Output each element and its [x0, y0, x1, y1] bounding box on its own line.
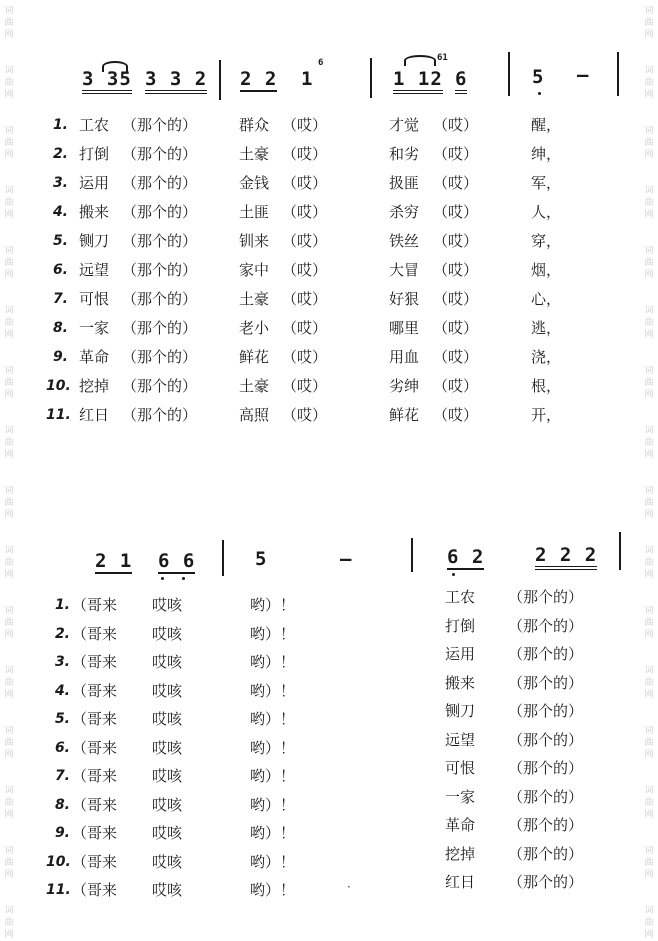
lyric-text: 绅，: [531, 145, 562, 163]
watermark-char: 网: [644, 570, 654, 580]
watermark-char: 曲: [4, 258, 14, 268]
lyric-text: 革命: [79, 348, 110, 366]
lyric-text: （那个的）: [508, 616, 584, 635]
watermark-char: 词: [644, 906, 654, 916]
watermark-right: [642, 0, 656, 938]
lyric-text: （那个的）: [508, 588, 584, 606]
note-group: 6 2: [447, 546, 485, 568]
verse-number: 10.: [46, 378, 71, 394]
watermark-char: 词: [4, 426, 14, 436]
verse-number: 9.: [52, 349, 68, 365]
watermark-char: 词: [4, 546, 14, 556]
watermark-char: 网: [644, 390, 654, 400]
lyric-text: （哎）: [282, 261, 328, 279]
watermark-char: 词: [4, 126, 14, 136]
lyric-text: 一家: [79, 319, 110, 337]
lyric-text: 穿，: [531, 232, 562, 250]
lyric-text: 军，: [531, 174, 562, 192]
lyric-text: （哥来: [72, 738, 118, 757]
lyric-text: 革命: [445, 816, 476, 834]
watermark-char: 词: [644, 306, 654, 316]
watermark-char: 词: [4, 486, 14, 496]
lyric-text: 劣绅: [389, 377, 420, 395]
note-group: 3 35: [82, 68, 132, 94]
low-octave-dot: [538, 92, 541, 95]
lyric-text: 可恨: [445, 759, 476, 777]
watermark-char: 曲: [4, 78, 14, 88]
lyric-text: （那个的）: [122, 174, 198, 192]
verse-number: 6.: [52, 262, 68, 278]
watermark-char: 词: [4, 606, 14, 616]
watermark-char: 词: [4, 66, 14, 76]
watermark-char: 词: [644, 546, 654, 556]
bar-line: [411, 538, 413, 572]
lyric-text: （哎）: [282, 174, 328, 192]
lyric-text: （那个的）: [508, 787, 584, 806]
lyric-text: （那个的）: [122, 290, 198, 308]
lyric-text: 搬来: [79, 203, 110, 221]
watermark-char: 网: [4, 750, 14, 760]
watermark-char: 曲: [644, 318, 654, 328]
watermark-char: 曲: [644, 918, 654, 928]
lyric-text: （哎）: [433, 406, 479, 424]
watermark-char: 词: [644, 6, 654, 16]
watermark-char: 曲: [4, 678, 14, 688]
lyric-text: （哎）: [282, 406, 328, 424]
watermark-char: 网: [4, 570, 14, 580]
lyric-text: 和劣: [389, 145, 420, 163]
lyric-text: 哪里: [389, 319, 420, 337]
lyric-text: （哎）: [433, 319, 479, 337]
watermark-char: 词: [4, 666, 14, 676]
lyric-text: 杀穷: [389, 203, 420, 221]
lyric-text: （哥来: [72, 710, 118, 728]
lyric-text: 大冒: [389, 261, 420, 279]
lyric-text: （那个的）: [508, 730, 584, 749]
lyric-text: 挖掉: [79, 377, 110, 395]
watermark-char: 词: [644, 426, 654, 436]
lyric-text: 哟）！: [250, 710, 296, 728]
lyric-text: （哎）: [282, 203, 328, 221]
lyric-text: 家中: [239, 261, 270, 279]
lyric-text: 哎咳: [152, 738, 183, 757]
verse-number: 4.: [54, 682, 70, 699]
watermark-char: 网: [4, 30, 14, 40]
lyric-text: 哎咳: [152, 852, 183, 871]
note-group: 1: [301, 68, 314, 90]
lyric-text: （哥来: [72, 681, 118, 700]
watermark-char: 词: [4, 846, 14, 856]
verse-number: 8.: [52, 320, 68, 336]
lyric-text: （那个的）: [508, 759, 584, 777]
lyric-text: 哟）！: [250, 653, 296, 671]
lyric-text: 哎咳: [152, 681, 183, 700]
bar-line: [222, 540, 224, 576]
note-group: 6 6: [158, 550, 196, 572]
lyric-text: 哎咳: [152, 624, 183, 643]
watermark-left: [2, 0, 16, 938]
verse-number: 11.: [46, 882, 71, 898]
lyric-text: 哟）！: [250, 767, 296, 785]
lyric-text: 烟，: [531, 261, 562, 279]
lyric-text: 哟）！: [250, 681, 296, 700]
lyric-text: 工农: [445, 588, 476, 606]
lyric-text: （那个的）: [122, 232, 198, 250]
lyric-text: 哟）！: [250, 624, 296, 643]
watermark-char: 网: [644, 510, 654, 520]
lyric-text: 可恨: [79, 290, 110, 308]
verse-number: 9.: [54, 825, 70, 841]
slur-mark: [404, 55, 436, 66]
lyric-text: 开，: [531, 406, 562, 424]
grace-note: 6: [318, 58, 324, 68]
lyric-text: （那个的）: [122, 319, 198, 337]
lyric-text: （哎）: [433, 232, 479, 250]
watermark-char: 曲: [4, 618, 14, 628]
lyric-text: 哟）！: [250, 852, 296, 871]
watermark-char: 词: [644, 246, 654, 256]
lyric-text: 群众: [239, 116, 270, 134]
lyric-text: 哎咳: [152, 596, 183, 614]
watermark-char: 网: [4, 450, 14, 460]
lyric-text: （哎）: [433, 377, 479, 395]
lyric-text: 醒，: [531, 116, 562, 134]
watermark-char: 网: [4, 810, 14, 820]
lyric-text: 高照: [239, 406, 270, 424]
lyric-text: 根，: [531, 377, 562, 395]
lyric-text: 铁丝: [389, 232, 420, 250]
lyric-text: （哥来: [72, 596, 118, 614]
lyric-text: 哟）！: [250, 596, 296, 614]
watermark-char: 词: [4, 906, 14, 916]
lyric-text: （哎）: [433, 116, 479, 134]
lyric-text: （那个的）: [508, 873, 584, 891]
watermark-char: 网: [4, 150, 14, 160]
note-group: 2 2: [240, 68, 278, 90]
lyric-text: 哎咳: [152, 710, 183, 728]
verse-number: 5.: [52, 233, 68, 249]
watermark-char: 曲: [644, 258, 654, 268]
lyric-text: 铡刀: [445, 702, 476, 720]
lyric-text: 打倒: [445, 616, 476, 635]
watermark-char: 网: [644, 930, 654, 940]
watermark-char: 网: [644, 150, 654, 160]
lyric-text: 土豪: [239, 145, 270, 163]
watermark-char: 网: [644, 870, 654, 880]
watermark-char: 网: [4, 330, 14, 340]
verse-number: 8.: [54, 796, 70, 813]
lyric-text: 逃，: [531, 319, 562, 337]
lyric-text: 打倒: [79, 145, 110, 163]
lyric-text: 搬来: [445, 673, 476, 692]
watermark-char: 网: [4, 690, 14, 700]
lyric-text: （那个的）: [122, 406, 198, 424]
stray-mark: ·: [347, 880, 351, 894]
watermark-char: 词: [644, 186, 654, 196]
verse-number: 3.: [54, 654, 70, 670]
watermark-char: 曲: [644, 678, 654, 688]
lyric-text: （哎）: [433, 203, 479, 221]
lyric-text: （那个的）: [122, 377, 198, 395]
lyric-text: （哥来: [72, 653, 118, 671]
lyric-text: 挖掉: [445, 844, 476, 863]
lyric-text: 哎咳: [152, 881, 183, 899]
watermark-char: 网: [644, 330, 654, 340]
grace-note: 61: [437, 53, 448, 63]
watermark-char: 曲: [644, 798, 654, 808]
lyric-text: （哎）: [433, 290, 479, 308]
watermark-char: 曲: [644, 558, 654, 568]
watermark-char: 词: [4, 726, 14, 736]
watermark-char: 网: [644, 450, 654, 460]
watermark-char: 网: [4, 210, 14, 220]
watermark-char: 词: [644, 486, 654, 496]
lyric-text: 老小: [239, 319, 270, 337]
lyric-text: （哥来: [72, 624, 118, 643]
lyric-text: （那个的）: [508, 702, 584, 720]
watermark-char: 网: [4, 270, 14, 280]
watermark-char: 词: [644, 126, 654, 136]
lyric-text: 哟）！: [250, 824, 296, 842]
watermark-char: 词: [4, 366, 14, 376]
lyric-text: 运用: [79, 174, 110, 192]
lyric-text: （那个的）: [122, 261, 198, 279]
note-group: 3 3 2: [145, 68, 207, 94]
verse-number: 1.: [54, 597, 70, 613]
lyric-text: （哎）: [282, 116, 328, 134]
verse-number: 2.: [54, 625, 70, 642]
verse-number: 10.: [46, 853, 71, 870]
watermark-char: 词: [4, 306, 14, 316]
watermark-char: 曲: [4, 198, 14, 208]
watermark-char: 词: [4, 786, 14, 796]
bar-line: [619, 532, 621, 570]
dash-note: –: [577, 64, 590, 86]
lyric-text: 工农: [79, 116, 110, 134]
lyric-text: （那个的）: [122, 203, 198, 221]
lyric-text: 鲜花: [389, 406, 420, 424]
lyric-text: （哎）: [433, 348, 479, 366]
watermark-char: 曲: [4, 438, 14, 448]
verse-number: 6.: [54, 739, 70, 756]
lyric-text: （哥来: [72, 767, 118, 785]
watermark-char: 词: [644, 666, 654, 676]
watermark-char: 网: [644, 30, 654, 40]
lyric-text: 哟）！: [250, 881, 296, 899]
lyric-text: 用血: [389, 348, 420, 366]
lyric-text: 远望: [79, 261, 110, 279]
watermark-char: 网: [644, 630, 654, 640]
watermark-char: 曲: [644, 78, 654, 88]
verse-number: 4.: [52, 204, 68, 220]
note-group: 1 12: [393, 68, 443, 94]
verse-number: 11.: [46, 407, 71, 423]
lyric-text: 铡刀: [79, 232, 110, 250]
watermark-char: 网: [644, 810, 654, 820]
lyric-text: 哎咳: [152, 653, 183, 671]
lyric-text: （那个的）: [508, 844, 584, 863]
watermark-char: 曲: [4, 918, 14, 928]
lyric-text: 扱匪: [389, 174, 420, 192]
watermark-char: 词: [644, 846, 654, 856]
watermark-char: 曲: [4, 138, 14, 148]
watermark-char: 曲: [4, 18, 14, 28]
watermark-char: 网: [644, 90, 654, 100]
watermark-char: 曲: [4, 858, 14, 868]
watermark-char: 网: [4, 390, 14, 400]
lyric-text: 红日: [445, 873, 476, 891]
watermark-char: 曲: [4, 378, 14, 388]
watermark-char: 曲: [644, 438, 654, 448]
lyric-text: （那个的）: [122, 116, 198, 134]
note-group: 5: [532, 66, 545, 88]
verse-number: 1.: [52, 117, 68, 133]
verse-number: 2.: [52, 146, 68, 162]
bar-line: [617, 52, 619, 96]
lyric-text: （哎）: [433, 261, 479, 279]
watermark-char: 曲: [644, 618, 654, 628]
watermark-char: 网: [4, 870, 14, 880]
watermark-char: 曲: [644, 498, 654, 508]
watermark-char: 词: [4, 246, 14, 256]
note-group: 2 2 2: [535, 544, 597, 570]
watermark-char: 词: [644, 66, 654, 76]
lyric-text: 哟）！: [250, 795, 296, 814]
watermark-char: 网: [4, 510, 14, 520]
lyric-text: 运用: [445, 645, 476, 663]
lyric-text: 哟）！: [250, 738, 296, 757]
lyric-text: （那个的）: [508, 816, 584, 834]
note-group: 6: [455, 68, 467, 94]
lyric-text: 鲜花: [239, 348, 270, 366]
watermark-char: 网: [644, 270, 654, 280]
lyric-text: （那个的）: [122, 348, 198, 366]
dash-note: –: [340, 548, 353, 570]
lyric-text: 土匪: [239, 203, 270, 221]
watermark-char: 词: [4, 6, 14, 16]
lyric-text: 浇，: [531, 348, 562, 366]
watermark-char: 曲: [644, 18, 654, 28]
watermark-char: 网: [4, 90, 14, 100]
watermark-char: 网: [644, 210, 654, 220]
bar-line: [508, 52, 510, 96]
lyric-text: 金钱: [239, 174, 270, 192]
watermark-char: 曲: [4, 498, 14, 508]
lyric-text: 才觉: [389, 116, 420, 134]
bar-line: [370, 58, 372, 98]
lyric-text: （哎）: [282, 377, 328, 395]
lyric-text: （哎）: [282, 232, 328, 250]
lyric-text: 土豪: [239, 290, 270, 308]
verse-number: 3.: [52, 175, 68, 191]
low-octave-dot: [161, 577, 164, 580]
watermark-char: 网: [4, 930, 14, 940]
watermark-char: 网: [644, 750, 654, 760]
lyric-text: （哥来: [72, 824, 118, 842]
watermark-char: 曲: [4, 318, 14, 328]
watermark-char: 曲: [644, 138, 654, 148]
lyric-text: 心，: [531, 290, 562, 308]
verse-number: 7.: [54, 768, 70, 784]
bar-line: [219, 60, 221, 100]
watermark-char: 曲: [644, 378, 654, 388]
lyric-text: 哎咳: [152, 767, 183, 785]
low-octave-dot: [452, 573, 455, 576]
watermark-char: 词: [644, 726, 654, 736]
lyric-text: 好狠: [389, 290, 420, 308]
watermark-char: 曲: [644, 198, 654, 208]
lyric-text: 一家: [445, 787, 476, 806]
verse-number: 5.: [54, 711, 70, 727]
watermark-char: 词: [644, 606, 654, 616]
watermark-char: 词: [644, 366, 654, 376]
lyric-text: （哎）: [282, 145, 328, 163]
lyric-text: 哎咳: [152, 824, 183, 842]
watermark-char: 曲: [4, 558, 14, 568]
lyric-text: 土豪: [239, 377, 270, 395]
lyric-text: （哥来: [72, 881, 118, 899]
watermark-char: 词: [4, 186, 14, 196]
watermark-char: 曲: [4, 798, 14, 808]
watermark-char: 曲: [644, 858, 654, 868]
lyric-text: （那个的）: [508, 673, 584, 692]
note-group: 2 1: [95, 550, 133, 572]
lyric-text: （那个的）: [122, 145, 198, 163]
lyric-text: 远望: [445, 730, 476, 749]
note-group: 5: [255, 548, 268, 570]
lyric-text: （那个的）: [508, 645, 584, 663]
watermark-char: 曲: [4, 738, 14, 748]
lyric-text: （哎）: [282, 319, 328, 337]
watermark-char: 曲: [644, 738, 654, 748]
lyric-text: 红日: [79, 406, 110, 424]
lyric-text: （哥来: [72, 852, 118, 871]
watermark-char: 词: [644, 786, 654, 796]
lyric-text: （哥来: [72, 795, 118, 814]
lyric-text: 人，: [531, 203, 562, 221]
low-octave-dot: [182, 577, 185, 580]
lyric-text: （哎）: [282, 290, 328, 308]
lyric-text: （哎）: [282, 348, 328, 366]
lyric-text: （哎）: [433, 145, 479, 163]
watermark-char: 网: [644, 690, 654, 700]
verse-number: 7.: [52, 291, 68, 307]
watermark-char: 网: [4, 630, 14, 640]
lyric-text: 哎咳: [152, 795, 183, 814]
lyric-text: 钏来: [239, 232, 270, 250]
lyric-text: （哎）: [433, 174, 479, 192]
